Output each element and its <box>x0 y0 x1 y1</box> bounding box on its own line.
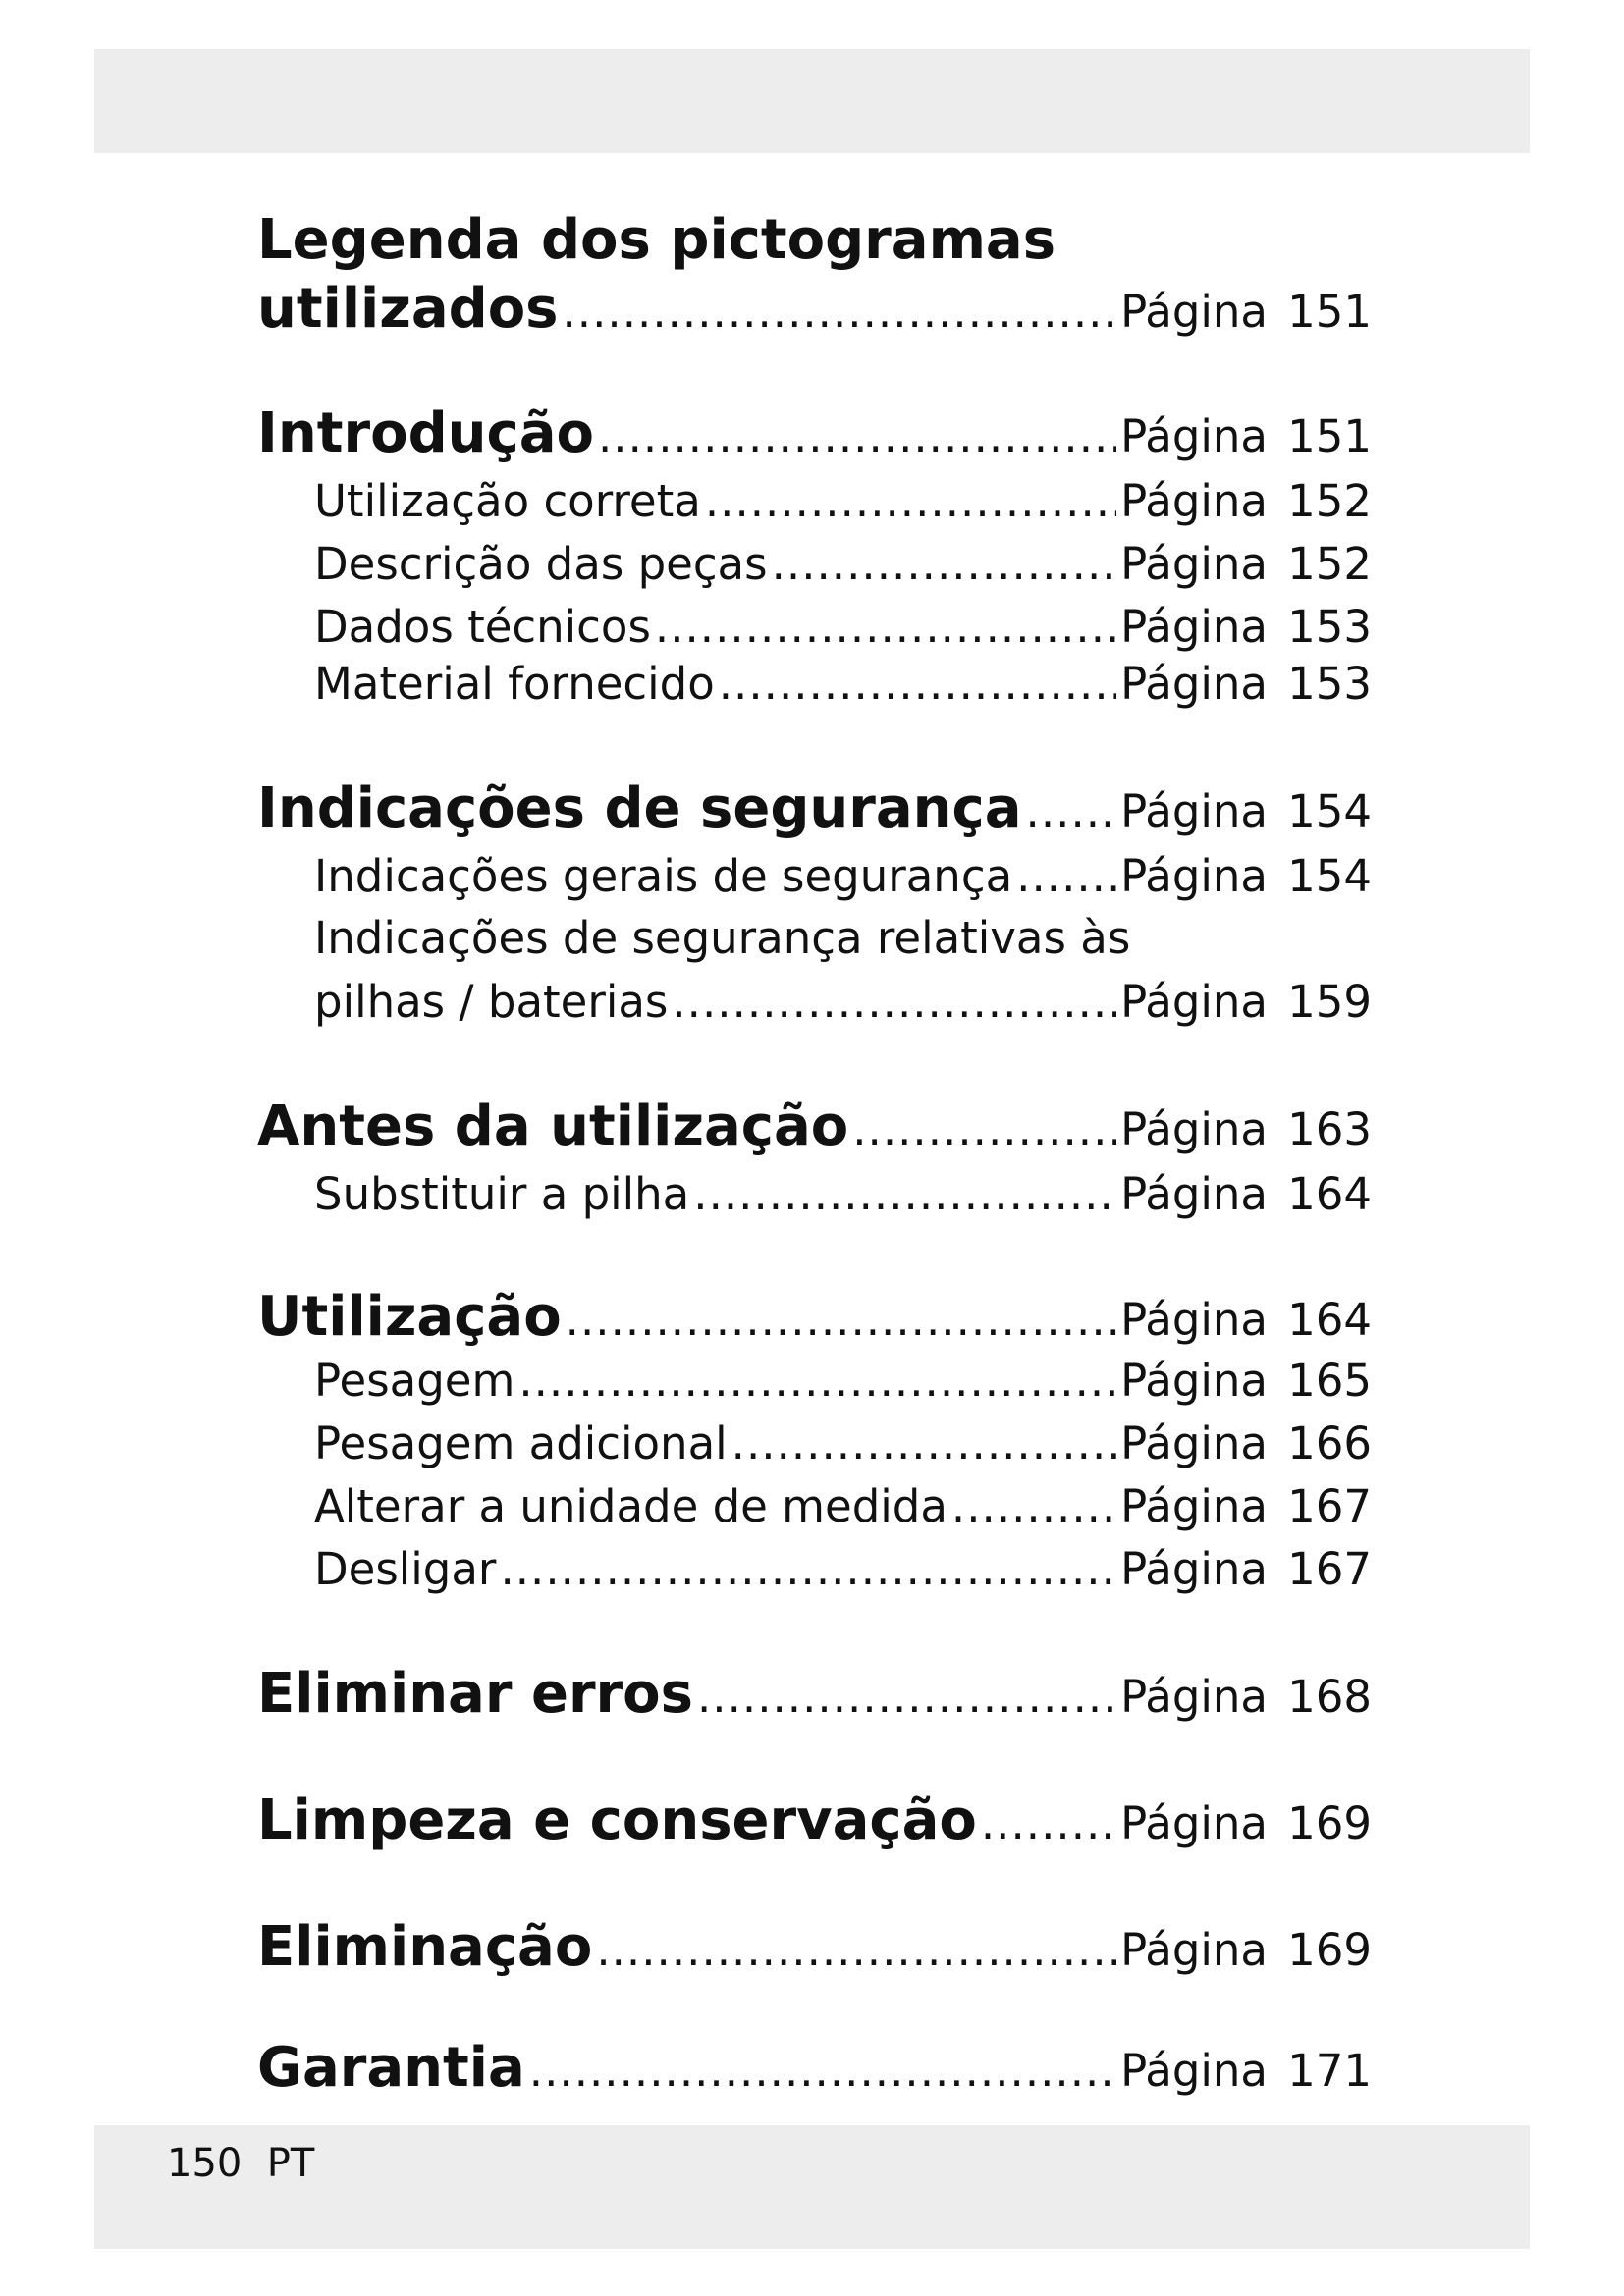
toc-page-word: Página <box>1120 1543 1268 1595</box>
toc-entry-title: Pesagem adicional <box>314 1417 728 1469</box>
toc-page-word: Página <box>1120 976 1268 1028</box>
toc-leader-dots <box>772 538 1117 590</box>
toc-page-word: Página <box>1120 850 1268 902</box>
footer-language: PT <box>266 2141 315 2186</box>
toc-page-number: 166 <box>1287 1417 1372 1469</box>
toc-leader-dots <box>731 1417 1116 1469</box>
toc-leader-dots <box>598 410 1116 462</box>
toc-entry-disposal[interactable] <box>257 1917 1372 1978</box>
toc-page-number: 151 <box>1287 410 1372 462</box>
toc-leader-dots <box>563 286 1117 338</box>
toc-leader-dots <box>719 658 1116 710</box>
toc-page-number: 153 <box>1287 601 1372 653</box>
toc-leader-dots <box>529 2045 1116 2097</box>
toc-entry-switch-off[interactable] <box>314 1543 1372 1595</box>
toc-page-number: 168 <box>1287 1671 1372 1723</box>
toc-page-number: 159 <box>1287 976 1372 1028</box>
toc-page-number: 167 <box>1287 1543 1372 1595</box>
toc-entry-introduction[interactable] <box>257 403 1372 464</box>
toc-entry-pictograms[interactable] <box>257 279 1372 340</box>
toc-entry-technical-data[interactable] <box>314 601 1372 653</box>
toc-entry-battery-safety-line1: Indicações de segurança relativas às <box>314 912 1131 964</box>
page-footer <box>167 2142 314 2185</box>
toc-page-number: 154 <box>1287 850 1372 902</box>
toc-entry-title: Introdução <box>257 401 594 465</box>
toc-page-number: 164 <box>1287 1168 1372 1220</box>
toc-leader-dots <box>697 1671 1116 1723</box>
toc-entry-warranty[interactable] <box>257 2038 1372 2099</box>
toc-page-number: 152 <box>1287 475 1372 527</box>
toc-page-word: Página <box>1120 1355 1268 1407</box>
toc-leader-dots <box>1016 850 1116 902</box>
toc-entry-change-unit[interactable] <box>314 1480 1372 1532</box>
toc-leader-dots <box>693 1168 1116 1220</box>
toc-leader-dots <box>852 1103 1116 1155</box>
toc-entry-title: Indicações gerais de segurança <box>314 850 1013 902</box>
toc-page-number: 163 <box>1287 1103 1372 1155</box>
toc-entry-title: Limpeza e conservação <box>257 1789 977 1852</box>
toc-entry-general-safety[interactable] <box>314 850 1372 902</box>
toc-leader-dots <box>596 1924 1116 1976</box>
toc-leader-dots <box>500 1543 1116 1595</box>
toc-entry-cleaning[interactable] <box>257 1790 1372 1851</box>
toc-page-number: 169 <box>1287 1924 1372 1976</box>
toc-page-number: 167 <box>1287 1480 1372 1532</box>
toc-page-word: Página <box>1120 1924 1268 1976</box>
toc-page-word: Página <box>1120 785 1268 837</box>
toc-leader-dots <box>1026 785 1117 837</box>
toc-entry-title: Alterar a unidade de medida <box>314 1480 947 1532</box>
toc-entry-replace-battery[interactable] <box>314 1168 1372 1220</box>
toc-page-word: Página <box>1120 1480 1268 1532</box>
toc-page-word: Página <box>1120 1294 1268 1346</box>
toc-page-number: 154 <box>1287 785 1372 837</box>
toc-page-word: Página <box>1120 658 1268 710</box>
toc-entry-title: Desligar <box>314 1543 497 1595</box>
toc-entry-title: Garantia <box>257 2036 525 2100</box>
toc-leader-dots <box>981 1797 1116 1849</box>
toc-entry-title: utilizados <box>257 277 559 341</box>
toc-entry-title: Utilização <box>257 1285 562 1349</box>
toc-entry-title: Material fornecido <box>314 658 715 710</box>
toc-page-number: 151 <box>1287 286 1372 338</box>
toc-page-word: Página <box>1120 410 1268 462</box>
toc-page-word: Página <box>1120 1103 1268 1155</box>
toc-page-word: Página <box>1120 475 1268 527</box>
toc-page-number: 165 <box>1287 1355 1372 1407</box>
toc-page-word: Página <box>1120 286 1268 338</box>
toc-page-number: 152 <box>1287 538 1372 590</box>
toc-page-number: 171 <box>1287 2045 1372 2097</box>
toc-leader-dots <box>566 1294 1116 1346</box>
toc-leader-dots <box>672 976 1116 1028</box>
toc-page-word: Página <box>1120 2045 1268 2097</box>
toc-entry-title: Eliminar erros <box>257 1662 693 1726</box>
toc-page-word: Página <box>1120 1671 1268 1723</box>
toc-page-number: 169 <box>1287 1797 1372 1849</box>
toc-leader-dots <box>655 601 1116 653</box>
toc-entry-troubleshooting[interactable] <box>257 1664 1372 1725</box>
toc-page-word: Página <box>1120 1417 1268 1469</box>
toc-entry-before-use[interactable] <box>257 1096 1372 1157</box>
toc-entry-title: pilhas / baterias <box>314 976 669 1028</box>
toc-entry-supplied-material[interactable] <box>314 658 1372 710</box>
toc-entry-title: Substituir a pilha <box>314 1168 690 1220</box>
toc-entry-title: Descrição das peças <box>314 538 768 590</box>
toc-entry-safety[interactable] <box>257 778 1372 839</box>
toc-leader-dots <box>951 1480 1116 1532</box>
toc-leader-dots <box>518 1355 1116 1407</box>
toc-page-word: Página <box>1120 1168 1268 1220</box>
toc-page-number: 153 <box>1287 658 1372 710</box>
toc-leader-dots <box>705 475 1116 527</box>
toc-entry-title: Eliminação <box>257 1915 593 1979</box>
toc-entry-additional-weighing[interactable] <box>314 1417 1372 1469</box>
toc-page-number: 164 <box>1287 1294 1372 1346</box>
toc-entry-title: Antes da utilização <box>257 1095 849 1158</box>
toc-entry-correct-use[interactable] <box>314 475 1372 527</box>
toc-page-word: Página <box>1120 601 1268 653</box>
toc-entry-battery-safety[interactable] <box>314 976 1372 1028</box>
toc-entry-title: Indicações de segurança <box>257 776 1022 840</box>
toc-page-word: Página <box>1120 1797 1268 1849</box>
toc-entry-title: Utilização correta <box>314 475 701 527</box>
toc-entry-use[interactable] <box>257 1287 1372 1348</box>
toc-entry-weighing[interactable] <box>314 1355 1372 1407</box>
toc-page-word: Página <box>1120 538 1268 590</box>
footer-page-number: 150 <box>167 2141 243 2186</box>
toc-entry-title: Pesagem <box>314 1355 515 1407</box>
toc-heading-pictograms-line1: Legenda dos pictogramas <box>257 208 1056 272</box>
toc-entry-parts-description[interactable] <box>314 538 1372 590</box>
toc-entry-title: Dados técnicos <box>314 601 651 653</box>
